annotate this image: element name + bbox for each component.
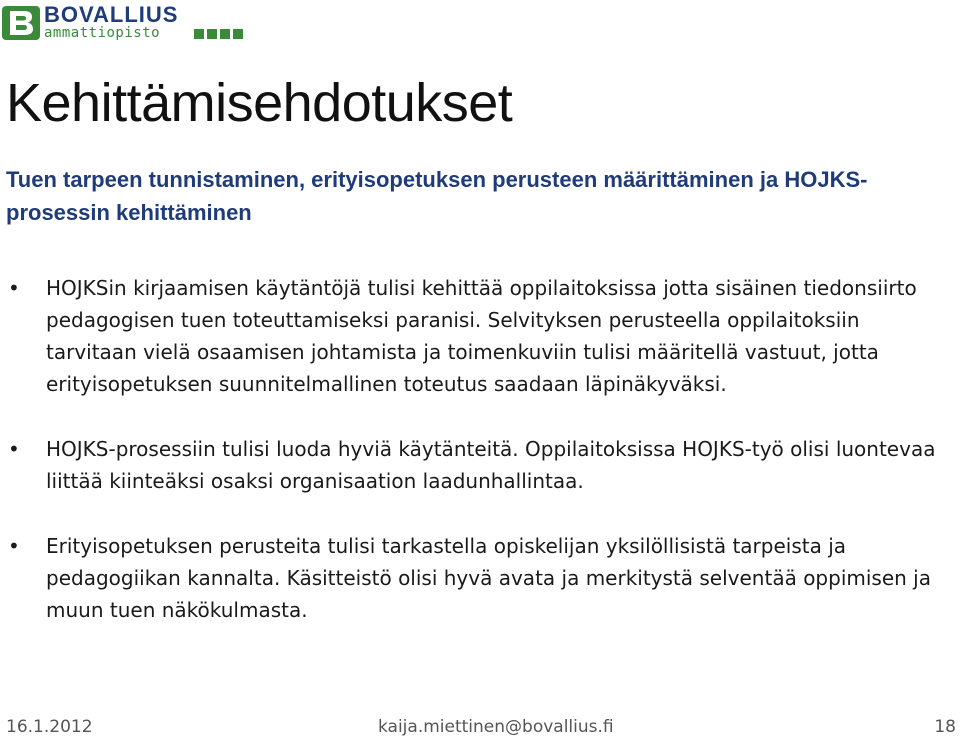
bullet-dot: • — [8, 437, 20, 461]
bullet-list — [0, 272, 960, 659]
footer-date: 16.1.2012 — [6, 717, 93, 737]
logo-squares — [194, 29, 243, 39]
bullet-item — [0, 272, 960, 400]
footer-email: kaija.miettinen@bovallius.fi — [378, 717, 614, 737]
bullet-item — [0, 530, 960, 626]
bullet-text: Erityisopetuksen perusteita tulisi tarkastella opiskelijan yksilöllisistä tarpeista ja pedagogiikan kannalta. Käsitteistö olisi hyvä avata ja merkitystä selventää oppimisen ja muun tuen näkökulmasta. — [46, 534, 931, 622]
page-title: Kehittämisehdotukset — [6, 73, 513, 133]
logo-name: BOVALLIUS — [44, 2, 179, 27]
logo-square — [194, 29, 204, 39]
logo-square — [207, 29, 217, 39]
bullet-dot: • — [8, 534, 20, 558]
bullet-item — [0, 433, 960, 497]
logo-mark-icon — [2, 6, 40, 40]
bullet-text: HOJKSin kirjaamisen käytäntöjä tulisi kehittää oppilaitoksissa jotta sisäinen tiedonsiirto pedagogisen tuen toteuttamiseksi paranisi. Selvityksen perusteella oppilaitoksiin tarvitaan vielä osaamisen johtamista ja toimenkuviin tulisi määritellä vastuut, jotta erityisopetuksen suunnitelmallinen toteutus saadaan läpinäkyväksi. — [46, 276, 917, 396]
logo-square — [233, 29, 243, 39]
bullet-text: HOJKS-prosessiin tulisi luoda hyviä käytänteitä. Oppilaitoksissa HOJKS-työ olisi luontevaa liittää kiinteäksi osaksi organisaation laadunhallintaa. — [46, 437, 936, 493]
logo-subtitle: ammattiopisto — [44, 25, 161, 41]
bovallius-logo — [2, 4, 242, 42]
bullet-dot: • — [8, 276, 20, 300]
slide-subtitle: Tuen tarpeen tunnistaminen, erityisopetuksen perusteen määrittäminen ja HOJKS-prosessin kehittäminen — [6, 167, 868, 225]
page-number: 18 — [934, 717, 956, 737]
logo-square — [220, 29, 230, 39]
